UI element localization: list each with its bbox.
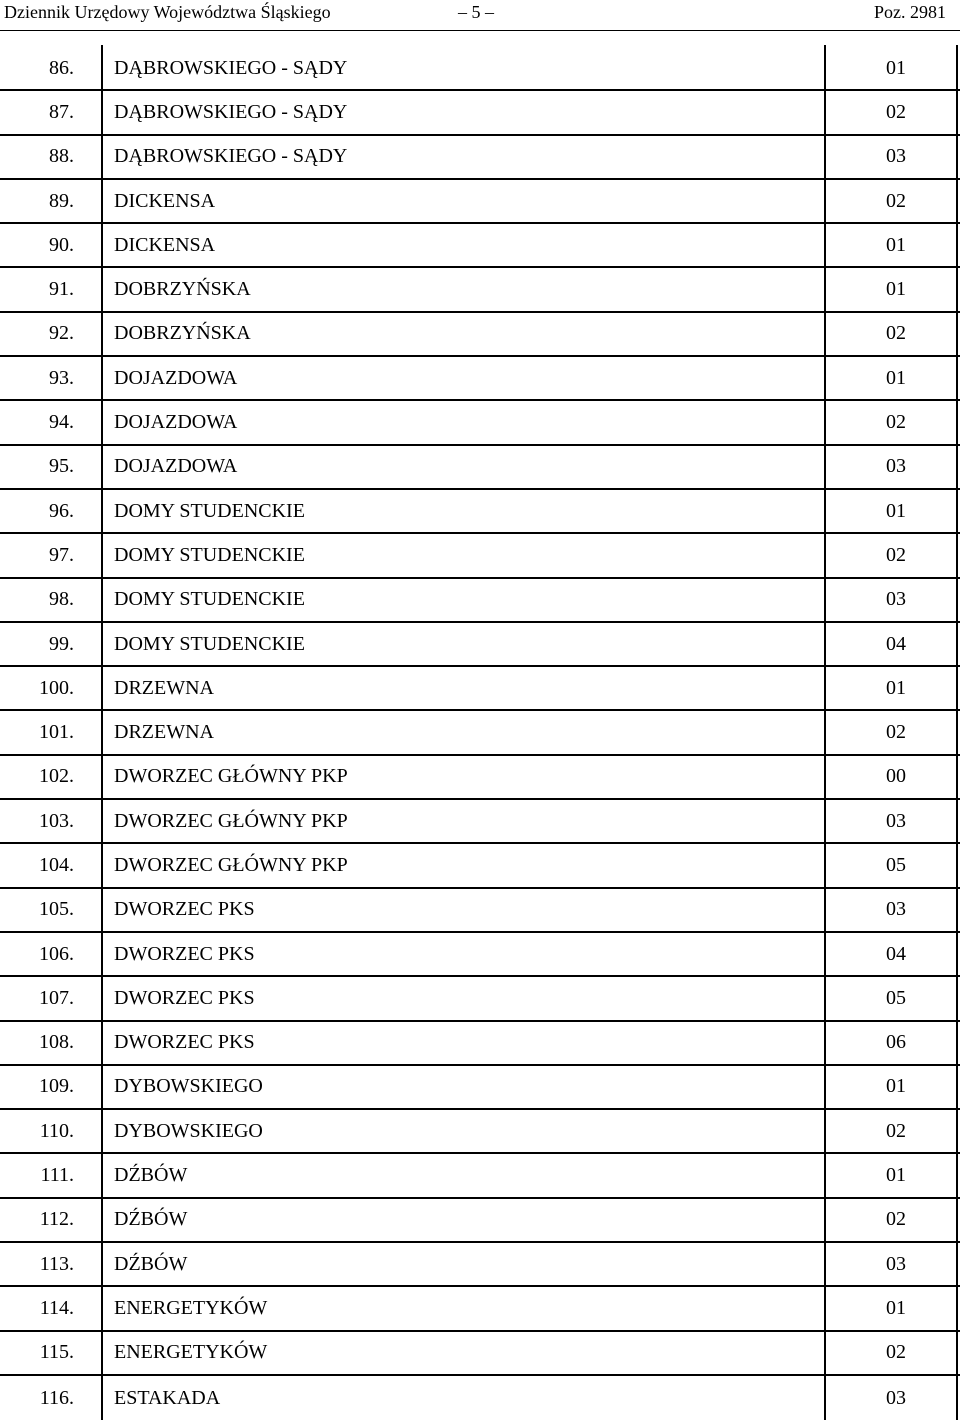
row-number: 96. <box>49 499 74 522</box>
district-code: 02 <box>886 1208 906 1231</box>
table-row <box>0 667 960 711</box>
row-number: 88. <box>49 145 74 168</box>
district-code: 05 <box>886 853 906 876</box>
table-row <box>0 534 960 578</box>
table-row <box>0 1022 960 1066</box>
street-name: DOJAZDOWA <box>114 411 238 434</box>
table-row <box>0 180 960 224</box>
district-code: 02 <box>886 322 906 345</box>
table-row <box>0 268 960 312</box>
street-name: DOBRZYŃSKA <box>114 322 251 345</box>
row-number: 95. <box>49 455 74 478</box>
table-row <box>0 1287 960 1331</box>
district-code: 02 <box>886 1119 906 1142</box>
street-name: DRZEWNA <box>114 676 214 699</box>
table-row <box>0 800 960 844</box>
table-row <box>0 711 960 755</box>
table-row <box>0 889 960 933</box>
street-name: ESTAKADA <box>114 1386 221 1409</box>
street-name: DICKENSA <box>114 233 216 256</box>
table-row <box>0 446 960 490</box>
table-row <box>0 91 960 135</box>
street-name: DWORZEC GŁÓWNY PKP <box>114 853 348 876</box>
table-row <box>0 977 960 1021</box>
row-number: 110. <box>39 1119 74 1142</box>
table-row <box>0 1154 960 1198</box>
street-name: DĄBROWSKIEGO - SĄDY <box>114 100 348 123</box>
street-name: DOMY STUDENCKIE <box>114 632 305 655</box>
district-code: 01 <box>886 278 906 301</box>
table-row <box>0 1199 960 1243</box>
row-number: 92. <box>49 322 74 345</box>
district-code: 01 <box>886 56 906 79</box>
street-name: DWORZEC PKS <box>114 1031 255 1054</box>
row-number: 86. <box>49 56 74 79</box>
row-number: 97. <box>49 543 74 566</box>
district-code: 00 <box>886 765 906 788</box>
row-number: 91. <box>49 278 74 301</box>
district-code: 02 <box>886 721 906 744</box>
row-number: 99. <box>49 632 74 655</box>
street-name: DOMY STUDENCKIE <box>114 499 305 522</box>
table-row <box>0 623 960 667</box>
street-name: DRZEWNA <box>114 721 214 744</box>
district-code: 01 <box>886 676 906 699</box>
district-code: 01 <box>886 233 906 256</box>
row-number: 108. <box>39 1031 74 1054</box>
table-row <box>0 1332 960 1376</box>
district-code: 01 <box>886 366 906 389</box>
table-row <box>0 47 960 91</box>
street-name: DOMY STUDENCKIE <box>114 543 305 566</box>
street-name: DĄBROWSKIEGO - SĄDY <box>114 145 348 168</box>
page-header <box>0 0 960 30</box>
table-row <box>0 1376 960 1420</box>
district-code: 03 <box>886 588 906 611</box>
table-row <box>0 579 960 623</box>
street-name: DICKENSA <box>114 189 216 212</box>
row-number: 89. <box>49 189 74 212</box>
row-number: 114. <box>39 1296 74 1319</box>
row-number: 104. <box>39 853 74 876</box>
row-number: 93. <box>49 366 74 389</box>
street-name: DŹBÓW <box>114 1252 188 1275</box>
table-row <box>0 1110 960 1154</box>
header-rule <box>0 30 960 31</box>
district-code: 03 <box>886 809 906 832</box>
street-name: DŹBÓW <box>114 1164 188 1187</box>
row-number: 101. <box>39 721 74 744</box>
street-table <box>0 47 960 1420</box>
district-code: 02 <box>886 1341 906 1364</box>
street-name: ENERGETYKÓW <box>114 1341 268 1364</box>
district-code: 06 <box>886 1031 906 1054</box>
table-row <box>0 844 960 888</box>
table-row <box>0 401 960 445</box>
table-row <box>0 756 960 800</box>
district-code: 03 <box>886 1386 906 1409</box>
district-code: 05 <box>886 986 906 1009</box>
street-name: DWORZEC GŁÓWNY PKP <box>114 765 348 788</box>
row-number: 90. <box>49 233 74 256</box>
district-code: 01 <box>886 1296 906 1319</box>
street-name: DWORZEC GŁÓWNY PKP <box>114 809 348 832</box>
district-code: 01 <box>886 1075 906 1098</box>
row-number: 87. <box>49 100 74 123</box>
table-row <box>0 1243 960 1287</box>
district-code: 02 <box>886 411 906 434</box>
district-code: 04 <box>886 942 906 965</box>
district-code: 03 <box>886 898 906 921</box>
row-number: 111. <box>40 1164 74 1187</box>
district-code: 02 <box>886 100 906 123</box>
district-code: 03 <box>886 455 906 478</box>
street-name: DWORZEC PKS <box>114 898 255 921</box>
row-number: 102. <box>39 765 74 788</box>
district-code: 03 <box>886 145 906 168</box>
table-row <box>0 933 960 977</box>
street-name: DYBOWSKIEGO <box>114 1119 263 1142</box>
street-name: DŹBÓW <box>114 1208 188 1231</box>
row-number: 112. <box>39 1208 74 1231</box>
row-number: 100. <box>39 676 74 699</box>
row-number: 113. <box>39 1252 74 1275</box>
table-row <box>0 1066 960 1110</box>
row-number: 107. <box>39 986 74 1009</box>
district-code: 01 <box>886 1164 906 1187</box>
row-number: 106. <box>39 942 74 965</box>
row-number: 94. <box>49 411 74 434</box>
street-name: DYBOWSKIEGO <box>114 1075 263 1098</box>
street-name: DOJAZDOWA <box>114 366 238 389</box>
street-name: DWORZEC PKS <box>114 942 255 965</box>
street-name: DOJAZDOWA <box>114 455 238 478</box>
table-row <box>0 313 960 357</box>
district-code: 04 <box>886 632 906 655</box>
page-number: – 5 – <box>458 2 494 22</box>
street-name: DOMY STUDENCKIE <box>114 588 305 611</box>
district-code: 03 <box>886 1252 906 1275</box>
table-row <box>0 490 960 534</box>
table-row <box>0 357 960 401</box>
row-number: 116. <box>39 1386 74 1409</box>
row-number: 109. <box>39 1075 74 1098</box>
street-name: DOBRZYŃSKA <box>114 278 251 301</box>
district-code: 02 <box>886 189 906 212</box>
row-number: 98. <box>49 588 74 611</box>
publication-title: Dziennik Urzędowy Województwa Śląskiego <box>4 2 331 22</box>
district-code: 02 <box>886 543 906 566</box>
street-name: ENERGETYKÓW <box>114 1296 268 1319</box>
row-number: 115. <box>39 1341 74 1364</box>
table-row <box>0 224 960 268</box>
row-number: 105. <box>39 898 74 921</box>
position-number: Poz. 2981 <box>874 2 946 22</box>
table-row <box>0 136 960 180</box>
district-code: 01 <box>886 499 906 522</box>
street-name: DĄBROWSKIEGO - SĄDY <box>114 56 348 79</box>
street-name: DWORZEC PKS <box>114 986 255 1009</box>
row-number: 103. <box>39 809 74 832</box>
